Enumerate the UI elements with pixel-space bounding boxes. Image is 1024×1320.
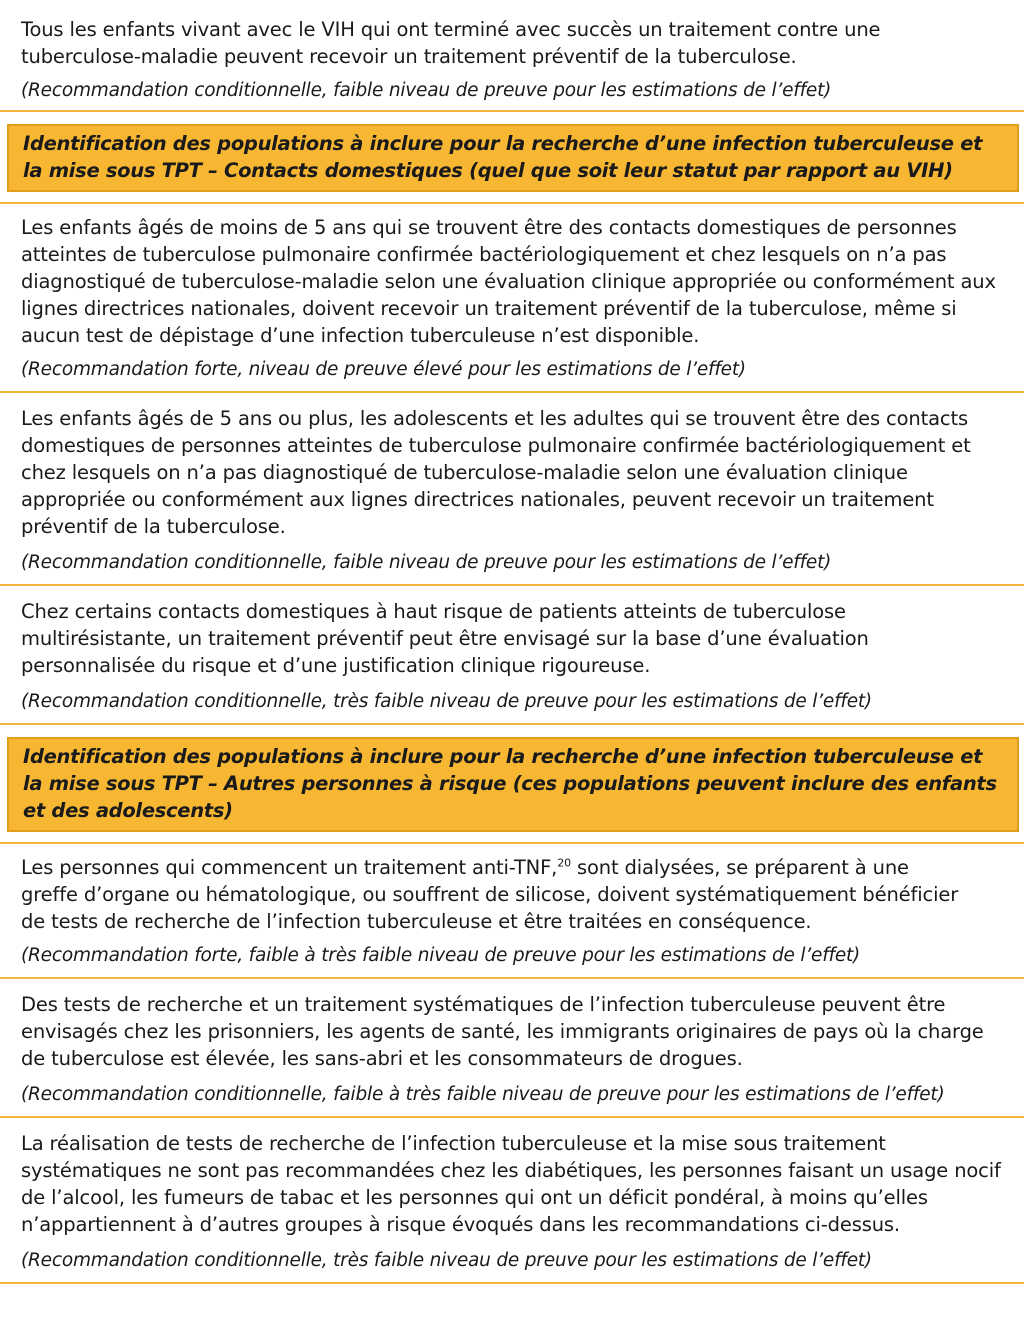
section-header: Identification des populations à inclure pour la recherche d’une infection tuberculeuse et la mise sous TPT – Autres personnes à risque (ces populations peuvent inclure des enfants et des adolescents) (7, 737, 1019, 832)
recommendation-strength: (Recommandation conditionnelle, très faible niveau de preuve pour les estimations de l’effet) (21, 691, 872, 712)
recommendation-text: Des tests de recherche et un traitement systématiques de l’infection tuberculeuse peuvent être envisagés chez les prisonniers, les agents de santé, les immigrants originaires de pays où la charge de tuberculose est élevée, les sans-abri et les consommateurs de drogues. (21, 993, 984, 1070)
recommendation-block (0, 979, 1024, 1118)
recommendation-text: Tous les enfants vivant avec le VIH qui ont terminé avec succès un traitement contre une tuberculose-maladie peuvent recevoir un traitement préventif de la tuberculose. (21, 18, 881, 68)
recommendation-block (0, 1118, 1024, 1284)
recommendation-text: Les enfants âgés de moins de 5 ans qui se trouvent être des contacts domestiques de personnes atteintes de tuberculose pulmonaire confirmée bactériologiquement et chez lesquels on n’a pas diagnostiqué de tuberculose-maladie selon une évaluation clinique appropriée ou conformément aux lignes directrices nationales, doivent recevoir un traitement préventif de la tuberculose, même si aucun test de dépistage d’une infection tuberculeuse n’est disponible. (21, 216, 996, 347)
recommendation-block (0, 844, 1024, 979)
recommendation-text (21, 854, 1006, 935)
recommendation-text: La réalisation de tests de recherche de l’infection tuberculeuse et la mise sous traitement systématiques ne sont pas recommandées chez les diabétiques, les personnes faisant un usage nocif de l’alcool, les fumeurs de tabac et les personnes qui ont un déficit pondéral, à moins qu’elles n’appartiennent à d’autres groupes à risque évoqués dans les recommandations ci-dessus. (21, 1132, 1001, 1236)
section-header: Identification des populations à inclure pour la recherche d’une infection tuberculeuse et la mise sous TPT – Contacts domestiques (quel que soit leur statut par rapport au VIH) (7, 124, 1019, 192)
recommendation-text-end: sont dialysées, se préparent à une greffe d’organe ou hématologique, ou souffrent de silicose, doivent systématiquement bénéficier de tests de recherche de l’infection tuberculeuse et être traitées en conséquence. (21, 856, 959, 933)
recommendation-block (0, 0, 1024, 112)
recommendation-text: Chez certains contacts domestiques à haut risque de patients atteints de tuberculose multirésistante, un traitement préventif peut être envisagé sur la base d’une évaluation personnalisée du risque et d’une justification clinique rigoureuse. (21, 600, 869, 677)
recommendation-block (0, 586, 1024, 725)
recommendation-block (0, 393, 1024, 586)
recommendation-strength: (Recommandation forte, niveau de preuve élevé pour les estimations de l’effet) (21, 359, 746, 380)
recommendation-strength: (Recommandation conditionnelle, très faible niveau de preuve pour les estimations de l’effet) (21, 1250, 872, 1271)
section-header-wrapper (0, 112, 1024, 204)
recommendation-strength: (Recommandation forte, faible à très faible niveau de preuve pour les estimations de l’effet) (21, 945, 861, 966)
footnote-reference: 20 (557, 856, 571, 870)
recommendation-text-start: Les personnes qui commencent un traitement anti-TNF, (21, 856, 558, 879)
recommendation-strength: (Recommandation conditionnelle, faible niveau de preuve pour les estimations de l’effet) (21, 552, 832, 573)
recommendation-strength: (Recommandation conditionnelle, faible niveau de preuve pour les estimations de l’effet) (21, 80, 832, 101)
recommendation-block (0, 204, 1024, 393)
recommendation-strength: (Recommandation conditionnelle, faible à très faible niveau de preuve pour les estimations de l’effet) (21, 1084, 945, 1105)
section-header-wrapper (0, 725, 1024, 844)
recommendation-text: Les enfants âgés de 5 ans ou plus, les adolescents et les adultes qui se trouvent être des contacts domestiques de personnes atteintes de tuberculose pulmonaire confirmée bactériologiquement et chez lesquels on n’a pas diagnostiqué de tuberculose-maladie selon une évaluation clinique appropriée ou conformément aux lignes directrices nationales, peuvent recevoir un traitement préventif de la tuberculose. (21, 407, 971, 538)
